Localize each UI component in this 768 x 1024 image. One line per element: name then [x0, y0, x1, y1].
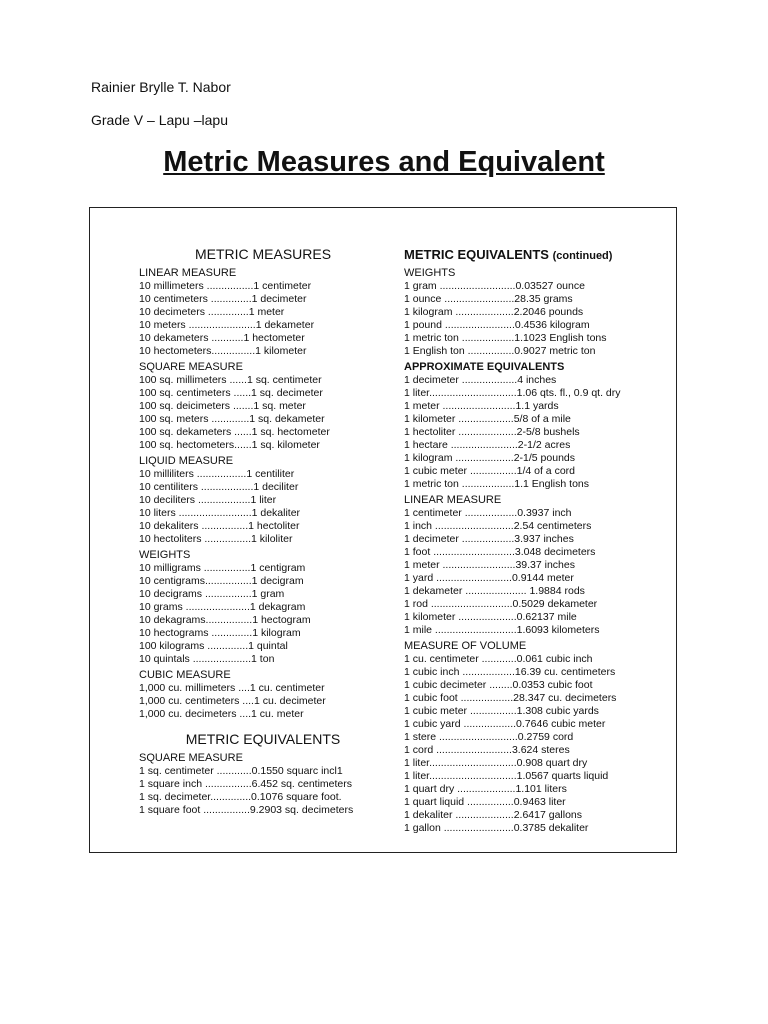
heading-text: METRIC EQUIVALENTS — [404, 247, 549, 262]
measure-row: 1 kilometer ....................0.62137 mile — [404, 611, 577, 623]
measure-row: 1 centimeter ..................0.3937 inch — [404, 507, 572, 519]
measure-row: 10 milligrams ................1 centigram — [139, 562, 306, 574]
measure-row: 1 metric ton ..................1.1023 English tons — [404, 332, 607, 344]
measure-row: 10 hectometers...............1 kilometer — [139, 345, 307, 357]
measure-row: 10 dekaliters ................1 hectoliter — [139, 520, 300, 532]
section-heading: APPROXIMATE EQUIVALENTS — [404, 361, 565, 373]
measure-row: 1 cord ..........................3.624 steres — [404, 744, 570, 756]
section-heading: LINEAR MEASURE — [404, 494, 502, 506]
weights-equivalents-section — [404, 266, 654, 358]
measure-row: 1 inch ...........................2.54 centimeters — [404, 520, 592, 532]
square-measure-section — [139, 360, 387, 452]
measure-row: 10 deciliters ..................1 liter — [139, 494, 277, 506]
measure-row: 1 mile ............................1.6093 kilometers — [404, 624, 600, 636]
liquid-measure-section — [139, 454, 387, 546]
measure-row: 1 rod ............................0.5029 dekameter — [404, 598, 598, 610]
metric-measures-heading: METRIC MEASURES — [194, 246, 332, 262]
measure-row: 10 hectograms ..............1 kilogram — [139, 627, 301, 639]
measure-row: 10 hectoliters ................1 kiloliter — [139, 533, 293, 545]
measure-row: 10 liters .........................1 dekaliter — [139, 507, 301, 519]
measure-row: 1 quart liquid ................0.9463 liter — [404, 796, 566, 808]
measure-row: 1 sq. centimeter ............0.1550 squarc incl1 — [139, 765, 343, 777]
measure-row: 100 sq. hectometers......1 sq. kilometer — [139, 439, 320, 451]
measure-row: 1 metric ton ..................1.1 English tons — [404, 478, 589, 490]
measure-row: 1 dekaliter ....................2.6417 gallons — [404, 809, 583, 821]
measure-row: 1 meter .........................39.37 inches — [404, 559, 575, 571]
measure-row: 1 square inch ................6.452 sq. centimeters — [139, 778, 353, 790]
cubic-measure-section — [139, 668, 387, 721]
left-column — [139, 242, 387, 817]
measure-row: 10 decimeters ..............1 meter — [139, 306, 285, 318]
volume-equivalents-section — [404, 639, 654, 835]
approximate-equivalents-section — [404, 360, 654, 491]
measure-row: 10 dekagrams................1 hectogram — [139, 614, 311, 626]
measure-row: 1 cubic foot ..................28.347 cu. decimeters — [404, 692, 617, 704]
metric-equivalents-continued-heading — [404, 245, 654, 264]
measure-row: 1 foot ............................3.048 decimeters — [404, 546, 596, 558]
measure-row: 1 square foot ................9.2903 sq. decimeters — [139, 804, 354, 816]
measure-row: 1 decimeter ..................3.937 inches — [404, 533, 574, 545]
measure-row: 1 kilometer ...................5/8 of a mile — [404, 413, 571, 425]
measure-row: 1 English ton ................0.9027 metric ton — [404, 345, 596, 357]
measure-row: 1 kilogram ....................2-1/5 pounds — [404, 452, 575, 464]
measure-row: 1 hectare .......................2-1/2 acres — [404, 439, 571, 451]
section-heading: LINEAR MEASURE — [139, 267, 237, 279]
section-heading: CUBIC MEASURE — [139, 669, 231, 681]
measure-row: 1 cubic meter ................1.308 cubic yards — [404, 705, 599, 717]
measure-row: 1 dekameter ..................... 1.9884 rods — [404, 585, 585, 597]
measure-row: 10 centigrams................1 decigram — [139, 575, 304, 587]
heading-suffix: (continued) — [552, 250, 613, 262]
measure-row: 1 ounce ........................28.35 grams — [404, 293, 573, 305]
measure-row: 100 kilograms ..............1 quintal — [139, 640, 288, 652]
measure-row: 10 grams ......................1 dekagram — [139, 601, 306, 613]
measure-row: 1 kilogram ....................2.2046 pounds — [404, 306, 584, 318]
measure-row: 1 yard ..........................0.9144 meter — [404, 572, 574, 584]
measure-row: 1 liter..............................1.06 qts. fl., 0.9 qt. dry — [404, 387, 621, 399]
measure-row: 1 liter..............................1.0567 quarts liquid — [404, 770, 609, 782]
equivalents-square-section — [139, 751, 387, 817]
section-heading: MEASURE OF VOLUME — [404, 640, 527, 652]
measure-row: 1 sq. decimeter..............0.1076 square foot. — [139, 791, 342, 803]
measure-row: 10 meters .......................1 dekameter — [139, 319, 315, 331]
measure-row: 1 cubic meter ................1/4 of a cord — [404, 465, 575, 477]
measure-row: 10 dekameters ...........1 hectometer — [139, 332, 305, 344]
section-heading: LIQUID MEASURE — [139, 455, 234, 467]
measure-row: 100 sq. dekameters ......1 sq. hectometer — [139, 426, 330, 438]
metric-table-box — [89, 207, 677, 853]
section-heading: SQUARE MEASURE — [139, 361, 243, 373]
measure-row: 10 decigrams ................1 gram — [139, 588, 285, 600]
measure-row: 1 cu. centimeter ............0.061 cubic inch — [404, 653, 593, 665]
measure-row: 1,000 cu. millimeters ....1 cu. centimeter — [139, 682, 325, 694]
weights-section — [139, 548, 387, 666]
measure-row: 1 cubic inch ..................16.39 cu. centimeters — [404, 666, 616, 678]
measure-row: 100 sq. meters .............1 sq. dekameter — [139, 413, 325, 425]
measure-row: 10 centimeters ..............1 decimeter — [139, 293, 307, 305]
measure-row: 1 quart dry ....................1.101 liters — [404, 783, 567, 795]
measure-row: 1,000 cu. centimeters ....1 cu. decimeter — [139, 695, 326, 707]
metric-equivalents-heading: METRIC EQUIVALENTS — [185, 731, 341, 747]
section-heading: WEIGHTS — [404, 267, 456, 279]
measure-row: 1 decimeter ...................4 inches — [404, 374, 557, 386]
measure-row: 100 sq. deicimeters .......1 sq. meter — [139, 400, 306, 412]
measure-row: 10 milliliters .................1 centiliter — [139, 468, 295, 480]
measure-row: 10 centiliters ..................1 deciliter — [139, 481, 299, 493]
page-title: Metric Measures and Equivalent — [163, 146, 605, 178]
measure-row: 1 meter .........................1.1 yards — [404, 400, 559, 412]
measure-row: 1 stere ...........................0.2759 cord — [404, 731, 574, 743]
measure-row: 100 sq. millimeters ......1 sq. centimeter — [139, 374, 322, 386]
section-heading: SQUARE MEASURE — [139, 752, 243, 764]
section-heading: WEIGHTS — [139, 549, 191, 561]
measure-row: 1 gallon ........................0.3785 dekaliter — [404, 822, 589, 834]
student-name: Rainier Brylle T. Nabor — [91, 79, 231, 95]
measure-row: 1 cubic decimeter ........0.0353 cubic foot — [404, 679, 593, 691]
measure-row: 1 pound ........................0.4536 kilogram — [404, 319, 590, 331]
measure-row: 1 liter..............................0.908 quart dry — [404, 757, 588, 769]
grade-section: Grade V – Lapu –lapu — [91, 112, 228, 128]
right-column — [404, 242, 654, 835]
measure-row: 1 cubic yard ..................0.7646 cubic meter — [404, 718, 606, 730]
measure-row: 10 millimeters ................1 centimeter — [139, 280, 312, 292]
measure-row: 1 gram ..........................0.03527 ounce — [404, 280, 585, 292]
measure-row: 10 quintals ....................1 ton — [139, 653, 275, 665]
measure-row: 1,000 cu. decimeters ....1 cu. meter — [139, 708, 304, 720]
measure-row: 1 hectoliter ....................2-5/8 bushels — [404, 426, 580, 438]
measure-row: 100 sq. centimeters ......1 sq. decimeter — [139, 387, 323, 399]
linear-measure-section — [139, 266, 387, 358]
linear-equivalents-section — [404, 493, 654, 637]
